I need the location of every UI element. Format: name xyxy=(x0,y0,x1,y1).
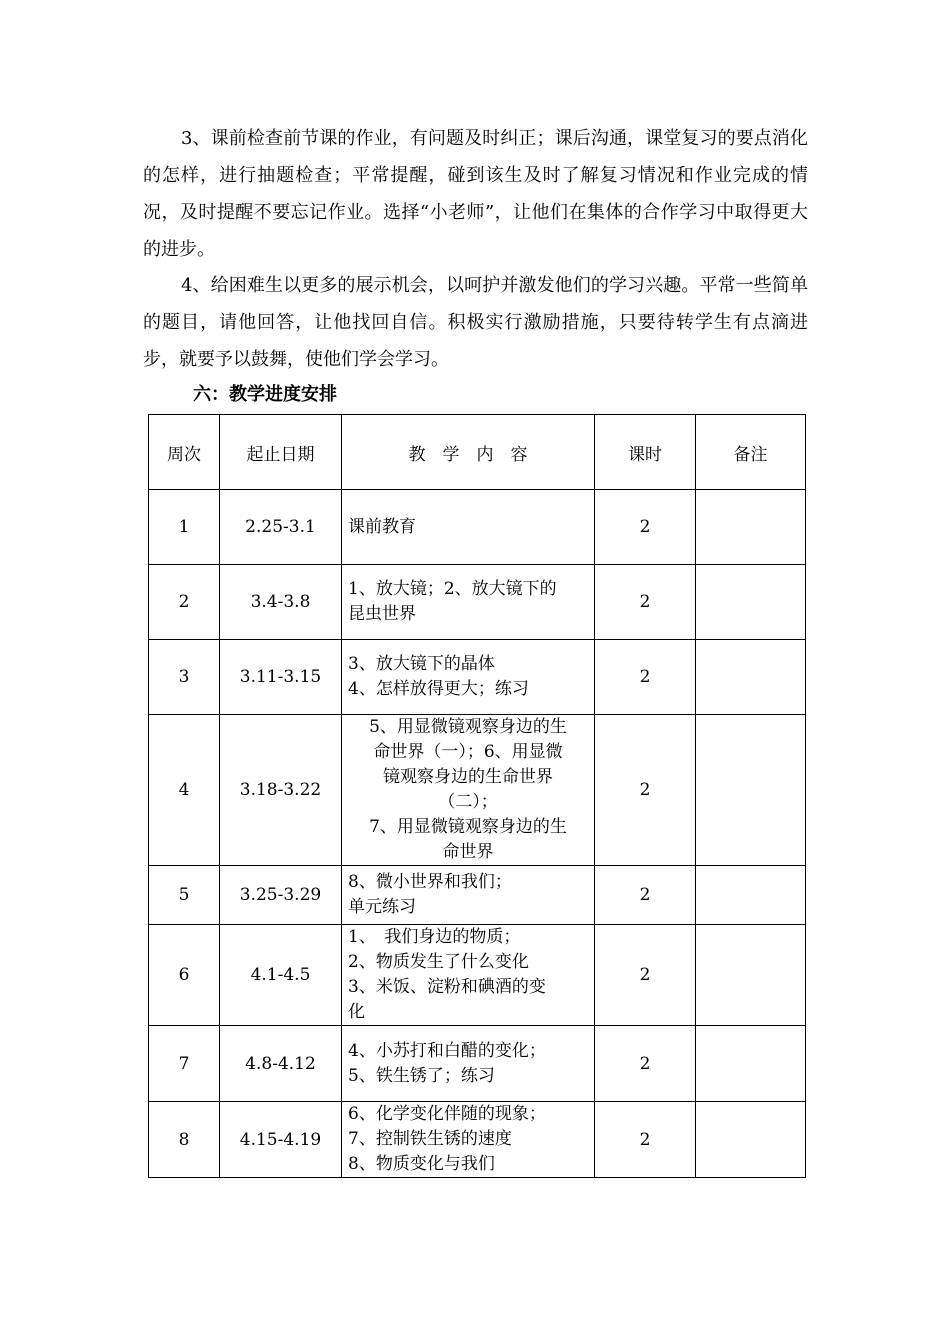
dates-cell: 4.8-4.12 xyxy=(220,1026,342,1102)
note-cell xyxy=(696,715,806,866)
content-line: 8、物质变化与我们 xyxy=(348,1154,495,1174)
note-cell xyxy=(696,925,806,1026)
table-row xyxy=(149,640,806,715)
hours-cell: 2 xyxy=(595,640,696,715)
content-line: 7、用显微镜观察身边的生 xyxy=(369,817,567,837)
table-row xyxy=(149,715,806,866)
content-cell xyxy=(342,1102,595,1178)
content-line: 3、米饭、淀粉和碘酒的变 xyxy=(348,977,546,997)
paragraph-4: 4、给困难生以更多的展示机会，以呵护并激发他们的学习兴趣。平常一些简单的题目，请他回答，让他找回自信。积极实行激励措施，只要待转学生有点滴进步，就要予以鼓舞，使他们学会学习。 xyxy=(143,275,808,370)
content-line: 7、控制铁生锈的速度 xyxy=(348,1129,512,1149)
note-cell xyxy=(696,1026,806,1102)
note-cell xyxy=(696,1102,806,1178)
hours-cell: 2 xyxy=(595,925,696,1026)
week-cell: 6 xyxy=(149,925,220,1026)
table-row xyxy=(149,490,806,565)
hours-cell: 2 xyxy=(595,1102,696,1178)
content-cell xyxy=(342,866,595,925)
header-note: 备注 xyxy=(696,415,806,490)
content-line: 1、 我们身边的物质； xyxy=(348,927,521,947)
content-cell xyxy=(342,1026,595,1102)
table-row xyxy=(149,925,806,1026)
hours-cell: 2 xyxy=(595,565,696,640)
week-cell: 2 xyxy=(149,565,220,640)
week-cell: 1 xyxy=(149,490,220,565)
content-line: 6、化学变化伴随的现象； xyxy=(348,1104,546,1124)
week-cell: 7 xyxy=(149,1026,220,1102)
dates-cell: 4.15-4.19 xyxy=(220,1102,342,1178)
table-row xyxy=(149,866,806,925)
content-line: 5、铁生锈了；练习 xyxy=(348,1065,495,1086)
week-cell: 8 xyxy=(149,1102,220,1178)
dates-cell: 3.11-3.15 xyxy=(220,640,342,715)
paragraph-3: 3、课前检查前节课的作业，有问题及时纠正；课后沟通，课堂复习的要点消化的怎样，进行抽题检查；平常提醒，碰到该生及时了解复习情况和作业完成的情况，及时提醒不要忘记作业。选择“小老师”，让他们在集体的合作学习中取得更大的进步。 xyxy=(143,128,808,260)
header-dates: 起止日期 xyxy=(220,415,342,490)
dates-cell: 3.18-3.22 xyxy=(220,715,342,866)
content-line: 8、微小世界和我们； xyxy=(348,872,512,892)
content-cell xyxy=(342,715,595,866)
content-line: 课前教育 xyxy=(348,516,416,537)
table-row xyxy=(149,1102,806,1178)
content-line: 5、用显微镜观察身边的生 xyxy=(369,717,567,737)
note-cell xyxy=(696,565,806,640)
content-line: （二）； xyxy=(438,792,498,812)
note-cell xyxy=(696,640,806,715)
content-line: 1、放大镜；2、放大镜下的 xyxy=(348,579,557,599)
dates-cell: 2.25-3.1 xyxy=(220,490,342,565)
hours-cell: 2 xyxy=(595,490,696,565)
table-body xyxy=(149,490,806,1178)
content-line: 3、放大镜下的晶体 xyxy=(348,654,495,674)
content-line: 命世界（一）；6、用显微 xyxy=(373,742,563,762)
content-line: 化 xyxy=(348,1002,365,1022)
week-cell: 3 xyxy=(149,640,220,715)
content-cell xyxy=(342,925,595,1026)
hours-cell: 2 xyxy=(595,866,696,925)
content-cell xyxy=(342,565,595,640)
content-cell xyxy=(342,490,595,565)
content-line: 命世界 xyxy=(442,842,494,862)
table-row xyxy=(149,1026,806,1102)
content-line: 4、怎样放得更大；练习 xyxy=(348,679,529,699)
week-cell: 4 xyxy=(149,715,220,866)
header-content: 教 学 内 容 xyxy=(342,415,595,490)
dates-cell: 3.4-3.8 xyxy=(220,565,342,640)
content-line: 单元练习 xyxy=(348,897,416,917)
dates-cell: 4.1-4.5 xyxy=(220,925,342,1026)
note-cell xyxy=(696,866,806,925)
hours-cell: 2 xyxy=(595,1026,696,1102)
content-line: 镜观察身边的生命世界 xyxy=(383,767,553,787)
table-header-row xyxy=(149,415,806,490)
note-cell xyxy=(696,490,806,565)
header-week: 周次 xyxy=(149,415,220,490)
dates-cell: 3.25-3.29 xyxy=(220,866,342,925)
content-line: 2、物质发生了什么变化 xyxy=(348,952,529,972)
teaching-schedule-table xyxy=(148,414,806,1178)
content-cell xyxy=(342,640,595,715)
content-line: 昆虫世界 xyxy=(348,604,416,624)
week-cell: 5 xyxy=(149,866,220,925)
header-hours: 课时 xyxy=(595,415,696,490)
hours-cell: 2 xyxy=(595,715,696,866)
content-line: 4、小苏打和白醋的变化； xyxy=(348,1040,546,1061)
table-row xyxy=(149,565,806,640)
section-heading: 六：教学进度安排 xyxy=(193,384,337,405)
